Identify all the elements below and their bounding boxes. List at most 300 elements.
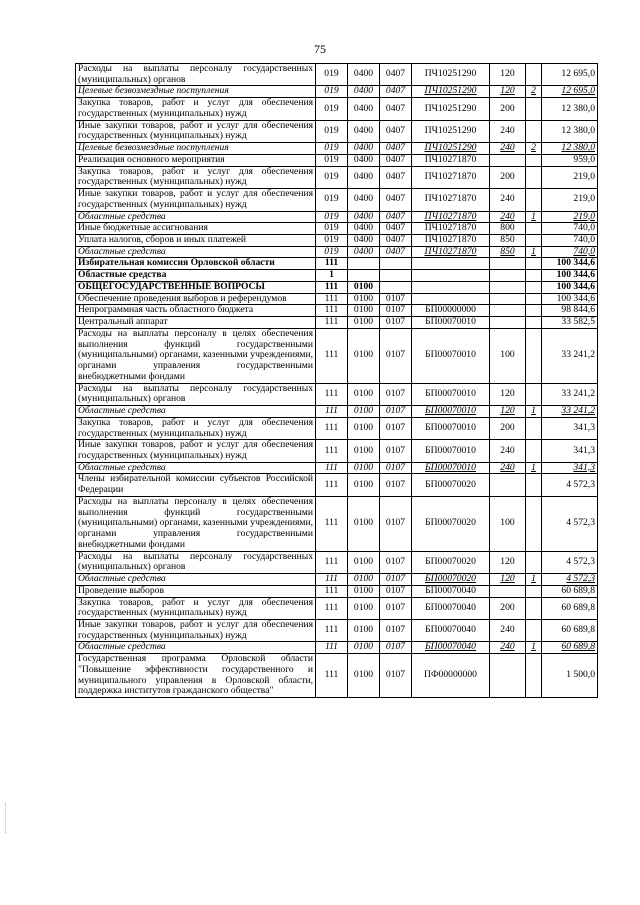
- cell-sum: 219,0: [542, 166, 598, 188]
- cell-sum: 4 572,3: [542, 496, 598, 551]
- cell-article: ПЧ10271870: [412, 154, 490, 166]
- cell-subsection: 0407: [380, 246, 412, 258]
- cell-article: ПФ00000000: [412, 654, 490, 698]
- cell-subsection: 0407: [380, 189, 412, 211]
- table-row: [76, 64, 598, 86]
- cell-sum: 4 572,3: [542, 551, 598, 573]
- cell-code: 111: [316, 406, 348, 418]
- cell-code: 019: [316, 211, 348, 223]
- table-row: [76, 642, 598, 654]
- cell-subsection: 0107: [380, 619, 412, 641]
- cell-name: Расходы на выплаты персоналу государственных (муниципальных) органов: [76, 551, 316, 573]
- table-row: [76, 551, 598, 573]
- cell-code: 019: [316, 189, 348, 211]
- cell-source: [526, 440, 542, 462]
- cell-code: 111: [316, 328, 348, 383]
- cell-source: [526, 154, 542, 166]
- cell-expense-type: 240: [490, 211, 526, 223]
- cell-article: ПЧ10271870: [412, 189, 490, 211]
- cell-expense-type: 240: [490, 462, 526, 474]
- table-row: [76, 383, 598, 405]
- cell-expense-type: [490, 305, 526, 317]
- cell-article: БП00070040: [412, 619, 490, 641]
- cell-source: [526, 64, 542, 86]
- cell-article: БП00000000: [412, 305, 490, 317]
- cell-code: 111: [316, 597, 348, 619]
- cell-source: [526, 383, 542, 405]
- cell-section: 0400: [348, 64, 380, 86]
- cell-expense-type: [490, 474, 526, 496]
- cell-sum: 341,3: [542, 462, 598, 474]
- cell-expense-type: [490, 317, 526, 329]
- cell-subsection: 0107: [380, 597, 412, 619]
- cell-article: БП00070010: [412, 383, 490, 405]
- cell-expense-type: 240: [490, 642, 526, 654]
- cell-name: Областные средства: [76, 246, 316, 258]
- cell-expense-type: 200: [490, 597, 526, 619]
- cell-sum: 740,0: [542, 223, 598, 235]
- table-row: [76, 246, 598, 258]
- cell-source: 1: [526, 246, 542, 258]
- cell-name: Уплата налогов, сборов и иных платежей: [76, 235, 316, 247]
- cell-sum: 98 844,6: [542, 305, 598, 317]
- cell-expense-type: 850: [490, 235, 526, 247]
- cell-section: 0100: [348, 293, 380, 305]
- cell-code: 111: [316, 462, 348, 474]
- cell-sum: 219,0: [542, 189, 598, 211]
- cell-article: БП00070010: [412, 440, 490, 462]
- cell-expense-type: 240: [490, 619, 526, 641]
- cell-article: ПЧ10251290: [412, 86, 490, 98]
- cell-name: Государственная программа Орловской области "Повышение эффективности государственного и муниципального управления в Орловской области, поддержка институтов гражданского общества": [76, 654, 316, 698]
- cell-source: [526, 166, 542, 188]
- cell-sum: 341,3: [542, 417, 598, 439]
- table-body: [76, 64, 598, 698]
- cell-article: БП00070020: [412, 574, 490, 586]
- table-row: [76, 328, 598, 383]
- cell-expense-type: 120: [490, 383, 526, 405]
- cell-subsection: 0107: [380, 440, 412, 462]
- cell-expense-type: [490, 258, 526, 270]
- cell-subsection: 0107: [380, 328, 412, 383]
- cell-section: 0400: [348, 86, 380, 98]
- cell-subsection: 0407: [380, 86, 412, 98]
- cell-source: [526, 619, 542, 641]
- cell-article: БП00070010: [412, 417, 490, 439]
- table-row: [76, 189, 598, 211]
- cell-article: ПЧ10271870: [412, 235, 490, 247]
- cell-source: [526, 417, 542, 439]
- cell-section: 0100: [348, 496, 380, 551]
- table-row: [76, 417, 598, 439]
- cell-sum: 740,0: [542, 235, 598, 247]
- cell-source: 1: [526, 574, 542, 586]
- cell-subsection: 0107: [380, 305, 412, 317]
- table-row: [76, 317, 598, 329]
- cell-section: 0400: [348, 98, 380, 120]
- cell-section: 0400: [348, 143, 380, 155]
- cell-code: 019: [316, 235, 348, 247]
- table-row: [76, 574, 598, 586]
- cell-article: ПЧ10251290: [412, 98, 490, 120]
- cell-code: 019: [316, 86, 348, 98]
- cell-name: Иные закупки товаров, работ и услуг для обеспечения государственных (муниципальных) нужд: [76, 189, 316, 211]
- table-row: [76, 654, 598, 698]
- cell-code: 019: [316, 98, 348, 120]
- cell-code: 111: [316, 258, 348, 270]
- cell-expense-type: 100: [490, 496, 526, 551]
- cell-name: Закупка товаров, работ и услуг для обеспечения государственных (муниципальных) нужд: [76, 417, 316, 439]
- table-row: [76, 406, 598, 418]
- budget-table: [75, 63, 598, 698]
- cell-source: 1: [526, 642, 542, 654]
- cell-name: Иные бюджетные ассигнования: [76, 223, 316, 235]
- cell-source: [526, 551, 542, 573]
- cell-code: 111: [316, 417, 348, 439]
- table-row: [76, 166, 598, 188]
- cell-section: 0400: [348, 223, 380, 235]
- cell-source: [526, 293, 542, 305]
- cell-source: 1: [526, 406, 542, 418]
- cell-sum: 341,3: [542, 440, 598, 462]
- table-row: [76, 270, 598, 282]
- cell-sum: 60 689,8: [542, 642, 598, 654]
- cell-article: [412, 270, 490, 282]
- cell-section: 0400: [348, 211, 380, 223]
- cell-sum: 33 582,5: [542, 317, 598, 329]
- cell-source: [526, 496, 542, 551]
- cell-section: 0100: [348, 654, 380, 698]
- cell-expense-type: 800: [490, 223, 526, 235]
- cell-name: Обеспечение проведения выборов и референдумов: [76, 293, 316, 305]
- cell-source: [526, 281, 542, 293]
- cell-article: БП00070020: [412, 551, 490, 573]
- cell-source: [526, 189, 542, 211]
- cell-expense-type: [490, 293, 526, 305]
- cell-expense-type: 240: [490, 440, 526, 462]
- table-row: [76, 281, 598, 293]
- cell-sum: 12 380,0: [542, 120, 598, 142]
- cell-code: 111: [316, 383, 348, 405]
- cell-sum: 100 344,6: [542, 293, 598, 305]
- cell-subsection: [380, 270, 412, 282]
- cell-name: Областные средства: [76, 462, 316, 474]
- cell-expense-type: 120: [490, 406, 526, 418]
- cell-expense-type: 240: [490, 143, 526, 155]
- cell-subsection: 0107: [380, 642, 412, 654]
- cell-code: 111: [316, 440, 348, 462]
- cell-name: Проведение выборов: [76, 585, 316, 597]
- cell-article: ПЧ10251290: [412, 120, 490, 142]
- cell-subsection: 0407: [380, 120, 412, 142]
- cell-code: 111: [316, 654, 348, 698]
- cell-name: Расходы на выплаты персоналу государственных (муниципальных) органов: [76, 64, 316, 86]
- cell-subsection: 0107: [380, 551, 412, 573]
- cell-subsection: 0107: [380, 574, 412, 586]
- cell-name: Закупка товаров, работ и услуг для обеспечения государственных (муниципальных) нужд: [76, 166, 316, 188]
- cell-subsection: 0107: [380, 417, 412, 439]
- cell-name: Иные закупки товаров, работ и услуг для обеспечения государственных (муниципальных) нужд: [76, 619, 316, 641]
- cell-article: [412, 258, 490, 270]
- cell-section: 0100: [348, 574, 380, 586]
- cell-article: БП00070020: [412, 496, 490, 551]
- cell-expense-type: 120: [490, 551, 526, 573]
- cell-article: ПЧ10271870: [412, 246, 490, 258]
- cell-article: БП00070020: [412, 474, 490, 496]
- cell-code: 1: [316, 270, 348, 282]
- cell-section: 0100: [348, 585, 380, 597]
- cell-section: 0400: [348, 120, 380, 142]
- table-row: [76, 597, 598, 619]
- cell-section: 0100: [348, 551, 380, 573]
- table-row: [76, 496, 598, 551]
- cell-name: Реализация основного мероприятия: [76, 154, 316, 166]
- cell-expense-type: [490, 154, 526, 166]
- cell-subsection: 0407: [380, 154, 412, 166]
- cell-subsection: 0107: [380, 496, 412, 551]
- cell-section: 0100: [348, 317, 380, 329]
- cell-subsection: 0107: [380, 293, 412, 305]
- cell-article: БП00070010: [412, 328, 490, 383]
- cell-article: БП00070010: [412, 406, 490, 418]
- cell-code: 111: [316, 293, 348, 305]
- table-row: [76, 154, 598, 166]
- cell-name: Областные средства: [76, 642, 316, 654]
- cell-name: Областные средства: [76, 211, 316, 223]
- cell-source: [526, 654, 542, 698]
- cell-section: 0100: [348, 619, 380, 641]
- cell-section: 0400: [348, 166, 380, 188]
- cell-source: [526, 120, 542, 142]
- table-row: [76, 305, 598, 317]
- cell-name: Иные закупки товаров, работ и услуг для обеспечения государственных (муниципальных) нужд: [76, 120, 316, 142]
- cell-article: БП00070040: [412, 597, 490, 619]
- cell-subsection: 0407: [380, 235, 412, 247]
- table-row: [76, 462, 598, 474]
- cell-section: 0400: [348, 235, 380, 247]
- cell-sum: 100 344,6: [542, 258, 598, 270]
- table-row: [76, 440, 598, 462]
- cell-expense-type: 850: [490, 246, 526, 258]
- cell-source: [526, 305, 542, 317]
- cell-name: Иные закупки товаров, работ и услуг для обеспечения государственных (муниципальных) нужд: [76, 440, 316, 462]
- cell-sum: 4 572,3: [542, 474, 598, 496]
- cell-source: 1: [526, 211, 542, 223]
- cell-source: [526, 98, 542, 120]
- cell-sum: 100 344,6: [542, 281, 598, 293]
- cell-sum: 1 500,0: [542, 654, 598, 698]
- cell-subsection: 0407: [380, 211, 412, 223]
- cell-section: 0400: [348, 246, 380, 258]
- table-row: [76, 211, 598, 223]
- cell-code: 111: [316, 619, 348, 641]
- cell-section: 0400: [348, 154, 380, 166]
- cell-sum: 12 695,0: [542, 86, 598, 98]
- table-row: [76, 86, 598, 98]
- cell-sum: 33 241,2: [542, 406, 598, 418]
- table-row: [76, 585, 598, 597]
- cell-expense-type: [490, 270, 526, 282]
- cell-subsection: 0107: [380, 406, 412, 418]
- cell-section: 0100: [348, 305, 380, 317]
- cell-subsection: 0107: [380, 474, 412, 496]
- cell-source: 2: [526, 143, 542, 155]
- cell-source: 2: [526, 86, 542, 98]
- cell-article: ПЧ10271870: [412, 223, 490, 235]
- cell-expense-type: 120: [490, 86, 526, 98]
- cell-expense-type: 120: [490, 574, 526, 586]
- cell-sum: 12 380,0: [542, 143, 598, 155]
- cell-section: 0400: [348, 189, 380, 211]
- cell-expense-type: 200: [490, 98, 526, 120]
- cell-article: БП00070010: [412, 317, 490, 329]
- cell-name: ОБЩЕГОСУДАРСТВЕННЫЕ ВОПРОСЫ: [76, 281, 316, 293]
- cell-sum: 60 689,8: [542, 597, 598, 619]
- cell-section: [348, 258, 380, 270]
- cell-expense-type: [490, 585, 526, 597]
- cell-code: 111: [316, 574, 348, 586]
- cell-sum: 12 380,0: [542, 98, 598, 120]
- page-number: 75: [314, 42, 326, 56]
- cell-expense-type: 240: [490, 120, 526, 142]
- cell-sum: 60 689,8: [542, 585, 598, 597]
- cell-subsection: 0407: [380, 223, 412, 235]
- cell-name: Расходы на выплаты персоналу в целях обеспечения выполнения функций государственными (муниципальными) органами, казенными учреждениями, органами управления государственными внебюджетными фондами: [76, 496, 316, 551]
- cell-source: [526, 235, 542, 247]
- cell-source: [526, 328, 542, 383]
- cell-subsection: [380, 281, 412, 293]
- cell-code: 111: [316, 305, 348, 317]
- cell-subsection: 0107: [380, 317, 412, 329]
- cell-code: 019: [316, 166, 348, 188]
- cell-code: 111: [316, 585, 348, 597]
- cell-article: ПЧ10271870: [412, 211, 490, 223]
- cell-subsection: 0407: [380, 143, 412, 155]
- table-row: [76, 619, 598, 641]
- cell-sum: 219,0: [542, 211, 598, 223]
- cell-source: [526, 317, 542, 329]
- cell-article: БП00070040: [412, 642, 490, 654]
- table-row: [76, 120, 598, 142]
- cell-source: [526, 270, 542, 282]
- cell-name: Расходы на выплаты персоналу в целях обеспечения выполнения функций государственными (муниципальными) органами, казенными учреждениями, органами управления государственными внебюджетными фондами: [76, 328, 316, 383]
- cell-code: 019: [316, 120, 348, 142]
- cell-article: БП00070010: [412, 462, 490, 474]
- table-row: [76, 98, 598, 120]
- cell-name: Целевые безвозмездные поступления: [76, 143, 316, 155]
- cell-name: Избирательная комиссия Орловской области: [76, 258, 316, 270]
- cell-subsection: 0107: [380, 383, 412, 405]
- cell-sum: 33 241,2: [542, 383, 598, 405]
- cell-code: 019: [316, 64, 348, 86]
- cell-source: [526, 223, 542, 235]
- cell-section: 0100: [348, 440, 380, 462]
- cell-article: БП00070040: [412, 585, 490, 597]
- cell-expense-type: 200: [490, 166, 526, 188]
- cell-sum: 959,0: [542, 154, 598, 166]
- cell-sum: 100 344,6: [542, 270, 598, 282]
- cell-section: 0100: [348, 462, 380, 474]
- cell-code: 019: [316, 154, 348, 166]
- cell-source: [526, 597, 542, 619]
- cell-name: Закупка товаров, работ и услуг для обеспечения государственных (муниципальных) нужд: [76, 98, 316, 120]
- table-row: [76, 293, 598, 305]
- table-row: [76, 474, 598, 496]
- cell-source: [526, 474, 542, 496]
- cell-name: Областные средства: [76, 574, 316, 586]
- cell-article: [412, 281, 490, 293]
- cell-source: [526, 258, 542, 270]
- cell-code: 111: [316, 551, 348, 573]
- cell-name: Члены избирательной комиссии субъектов Российской Федерации: [76, 474, 316, 496]
- cell-code: 111: [316, 317, 348, 329]
- cell-expense-type: [490, 281, 526, 293]
- cell-source: [526, 585, 542, 597]
- cell-section: 0100: [348, 406, 380, 418]
- cell-section: [348, 270, 380, 282]
- cell-section: 0100: [348, 597, 380, 619]
- cell-expense-type: 200: [490, 417, 526, 439]
- cell-name: Областные средства: [76, 270, 316, 282]
- cell-source: 1: [526, 462, 542, 474]
- cell-section: 0100: [348, 642, 380, 654]
- cell-article: ПЧ10251290: [412, 143, 490, 155]
- cell-sum: 33 241,2: [542, 328, 598, 383]
- cell-name: Целевые безвозмездные поступления: [76, 86, 316, 98]
- cell-sum: 60 689,8: [542, 619, 598, 641]
- cell-article: ПЧ10271870: [412, 166, 490, 188]
- cell-expense-type: 120: [490, 64, 526, 86]
- cell-subsection: 0107: [380, 654, 412, 698]
- cell-section: 0100: [348, 328, 380, 383]
- margin-mark: [5, 803, 9, 833]
- table-row: [76, 235, 598, 247]
- cell-name: Центральный аппарат: [76, 317, 316, 329]
- cell-sum: 4 572,3: [542, 574, 598, 586]
- cell-code: 111: [316, 474, 348, 496]
- cell-code: 111: [316, 642, 348, 654]
- cell-subsection: 0107: [380, 585, 412, 597]
- table-row: [76, 258, 598, 270]
- cell-subsection: 0107: [380, 462, 412, 474]
- cell-section: 0100: [348, 474, 380, 496]
- table-row: [76, 223, 598, 235]
- cell-expense-type: [490, 654, 526, 698]
- cell-subsection: 0407: [380, 64, 412, 86]
- cell-expense-type: 240: [490, 189, 526, 211]
- cell-code: 111: [316, 281, 348, 293]
- cell-section: 0100: [348, 417, 380, 439]
- cell-code: 111: [316, 496, 348, 551]
- cell-name: Закупка товаров, работ и услуг для обеспечения государственных (муниципальных) нужд: [76, 597, 316, 619]
- table-row: [76, 143, 598, 155]
- cell-section: 0100: [348, 281, 380, 293]
- cell-subsection: [380, 258, 412, 270]
- cell-name: Расходы на выплаты персоналу государственных (муниципальных) органов: [76, 383, 316, 405]
- cell-code: 019: [316, 246, 348, 258]
- cell-sum: 12 695,0: [542, 64, 598, 86]
- cell-article: [412, 293, 490, 305]
- cell-sum: 740,0: [542, 246, 598, 258]
- cell-expense-type: 100: [490, 328, 526, 383]
- cell-subsection: 0407: [380, 98, 412, 120]
- cell-code: 019: [316, 143, 348, 155]
- cell-name: Областные средства: [76, 406, 316, 418]
- cell-code: 019: [316, 223, 348, 235]
- cell-subsection: 0407: [380, 166, 412, 188]
- cell-name: Непрограммная часть областного бюджета: [76, 305, 316, 317]
- cell-article: ПЧ10251290: [412, 64, 490, 86]
